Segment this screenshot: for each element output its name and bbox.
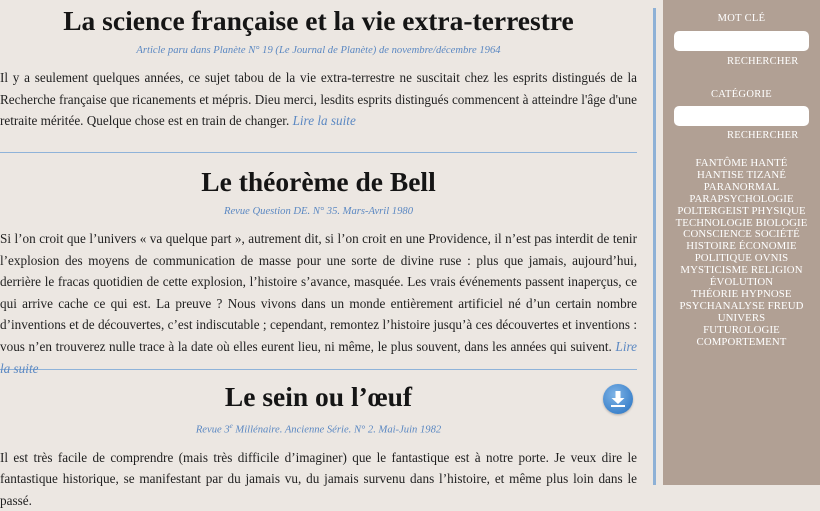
- download-icon[interactable]: [603, 384, 633, 414]
- article-source-sup: e: [229, 422, 233, 430]
- category-label: CATÉGORIE: [710, 89, 773, 100]
- category-input[interactable]: [674, 106, 809, 126]
- tag-link[interactable]: HANTÉ: [750, 157, 788, 169]
- tag-link[interactable]: PARAPSYCHOLOGIE: [689, 192, 794, 205]
- tag-link[interactable]: TIZANÉ: [746, 168, 787, 181]
- tag-line: [663, 325, 820, 349]
- article-excerpt-text: Si l’on croit que l’univers « va quelque part », autrement dit, si l’on croit en une Providence, il n’est pas interdit de tenir l’explosion des moyens de communication de masse pour une sorte de divine ruse : plus que jamais, aujourd’hui, derrière le fracas quotidien de cette explosion, l’histoire s’avance, masquée. Les vrais événements passent inaperçus, ce qui arrive cache ce qui est. La preuve ? Nous vivons dans un monde entièrement artificiel né d’un certain nombre d’inventions et de découvertes, c’est indiscutable ; cependant, remontez l’histoire jusqu’à ces découvertes et inventions : vous n’en trouverez nulle trace à la date où elles eurent lieu, ni même, le plus souvent, dans les années qui suivent.: [0, 231, 637, 354]
- tag-link[interactable]: RELIGION: [750, 264, 803, 277]
- article-source: [0, 420, 637, 437]
- article-source: Article paru dans Planète N° 19 (Le Journal de Planète) de novembre/décembre 1964: [136, 45, 501, 56]
- keyword-label: MOT CLÉ: [717, 13, 766, 24]
- article-source-part: Revue 3: [195, 424, 230, 436]
- tag-link[interactable]: ÉCONOMIE: [738, 240, 797, 253]
- tag-link[interactable]: BIOLOGIE: [755, 216, 808, 229]
- search-button-category[interactable]: RECHERCHER: [727, 130, 799, 141]
- article-theoreme-bell: [0, 153, 638, 376]
- article-source-part: Millénaire. Ancienne Série. N° 2. Mai-Juin 1982: [232, 424, 442, 436]
- tag-link[interactable]: POLTERGEIST: [677, 204, 749, 217]
- tag-link[interactable]: SOCIÉTÉ: [754, 228, 800, 241]
- tag-link[interactable]: TECHNOLOGIE: [675, 216, 753, 229]
- tag-link[interactable]: COMPORTEMENT: [696, 335, 787, 348]
- search-button-keyword[interactable]: RECHERCHER: [727, 56, 799, 67]
- tag-link[interactable]: MYSTICISME: [680, 264, 748, 277]
- article-excerpt: [0, 67, 637, 132]
- read-more-link[interactable]: Lire la suite: [0, 338, 638, 376]
- tag-link[interactable]: FREUD: [767, 299, 804, 312]
- article-science-francaise: [0, 0, 637, 152]
- tag-link[interactable]: POLITIQUE: [694, 252, 752, 265]
- article-title[interactable]: Le sein ou l’œuf: [224, 381, 413, 412]
- article-title[interactable]: Le théorème de Bell: [201, 166, 436, 197]
- tag-link[interactable]: ÉVOLUTION: [709, 276, 774, 289]
- tag-link[interactable]: THÉORIE: [691, 287, 739, 300]
- article-sein-oeuf: [0, 370, 637, 511]
- article-excerpt-text: Il y a seulement quelques années, ce sujet tabou de la vie extra-terrestre ne suscitait chez les esprits distingués de la Recherche française que ricanements et mépris. Dieu merci, lesdits esprits distingués commencent à atteindre l'âge d'une retraite méritée. Quelque chose est en train de changer.: [0, 70, 637, 129]
- tag-link[interactable]: PSYCHANALYSE: [679, 299, 765, 312]
- sidebar: [663, 0, 820, 485]
- tag-cloud: [663, 158, 820, 349]
- tag-link[interactable]: UNIVERS: [717, 311, 766, 324]
- tag-link[interactable]: CONSCIENCE: [683, 228, 752, 241]
- keyword-input[interactable]: [674, 31, 809, 51]
- tag-link[interactable]: FUTUROLOGIE: [703, 323, 780, 336]
- article-excerpt: Il est très facile de comprendre (mais très difficile d’imaginer) que le fantastique est à notre porte. Je veux dire le fantastique historique, se manifestant par du jamais vu, du jamais survenu dans l’histoire, et même plus loin dans le passé.: [0, 449, 637, 508]
- tag-link[interactable]: HISTOIRE: [686, 240, 737, 253]
- article-source: Revue Question DE. N° 35. Mars-Avril 1980: [223, 206, 413, 217]
- article-excerpt: [0, 228, 637, 379]
- tag-link[interactable]: OVNIS: [754, 252, 789, 265]
- tag-link[interactable]: PARANORMAL: [703, 180, 780, 193]
- tag-link[interactable]: PHYSIQUE: [751, 204, 806, 217]
- tag-link[interactable]: HYPNOSE: [741, 287, 792, 300]
- scrollbar[interactable]: [653, 8, 656, 485]
- read-more-link[interactable]: Lire la suite: [292, 113, 356, 129]
- article-title[interactable]: La science française et la vie extra-terrestre: [63, 5, 574, 36]
- tag-link[interactable]: FANTÔME: [695, 157, 748, 169]
- tag-link[interactable]: HANTISE: [696, 168, 744, 181]
